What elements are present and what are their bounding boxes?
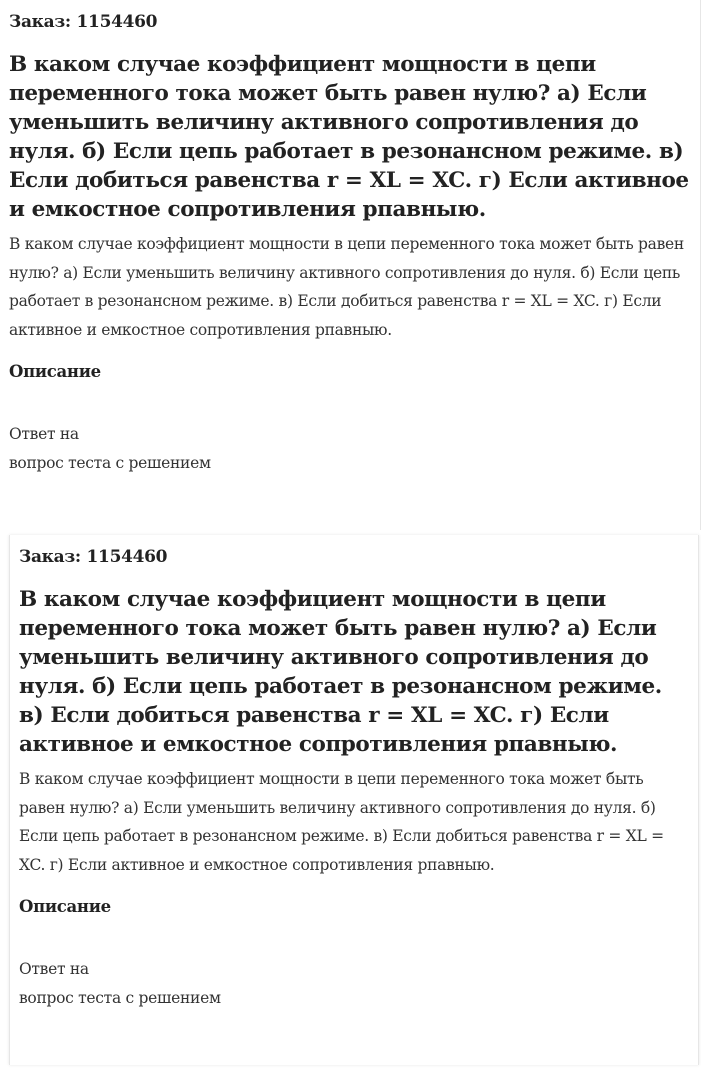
- order-card-1: [0, 0, 701, 530]
- description-heading: Описание: [19, 897, 111, 916]
- answer-description: [9, 420, 691, 478]
- answer-line-2: вопрос теста с решением: [9, 454, 211, 472]
- answer-line-1: Ответ на: [9, 425, 79, 443]
- question-text: В каком случае коэффициент мощности в цепи переменного тока может быть равен нулю? а) Если уменьшить величину активного сопротивления до нуля. б) Если цепь работает в резонансном режиме. в) Если добиться равенства r = XL = XC. г) Если активное и емкостное сопротивления рпавныю.: [19, 770, 664, 874]
- order-number: Заказ: 1154460: [9, 12, 158, 32]
- order-number: Заказ: 1154460: [19, 547, 168, 567]
- question-text: В каком случае коэффициент мощности в цепи переменного тока может быть равен нулю? а) Если уменьшить величину активного сопротивления до нуля. б) Если цепь работает в резонансном режиме. в) Если добиться равенства r = XL = XC. г) Если активное и емкостное сопротивления рпавныю.: [9, 235, 684, 339]
- question-headline: В каком случае коэффициент мощности в цепи переменного тока может быть равен нулю? а) Если уменьшить величину активного сопротивления до нуля. б) Если цепь работает в резонансном режиме. в) Если добиться равенства r = XL = XC. г) Если активное и емкостное сопротивления рпавныю.: [19, 587, 662, 757]
- answer-line-1: Ответ на: [19, 960, 89, 978]
- question-headline: В каком случае коэффициент мощности в цепи переменного тока может быть равен нулю? а) Если уменьшить величину активного сопротивления до нуля. б) Если цепь работает в резонансном режиме. в) Если добиться равенства r = XL = XC. г) Если активное и емкостное сопротивления рпавныю.: [9, 52, 689, 222]
- answer-description: [19, 955, 688, 1013]
- order-card-2: [9, 535, 699, 1065]
- answer-line-2: вопрос теста с решением: [19, 989, 221, 1007]
- description-heading: Описание: [9, 362, 101, 381]
